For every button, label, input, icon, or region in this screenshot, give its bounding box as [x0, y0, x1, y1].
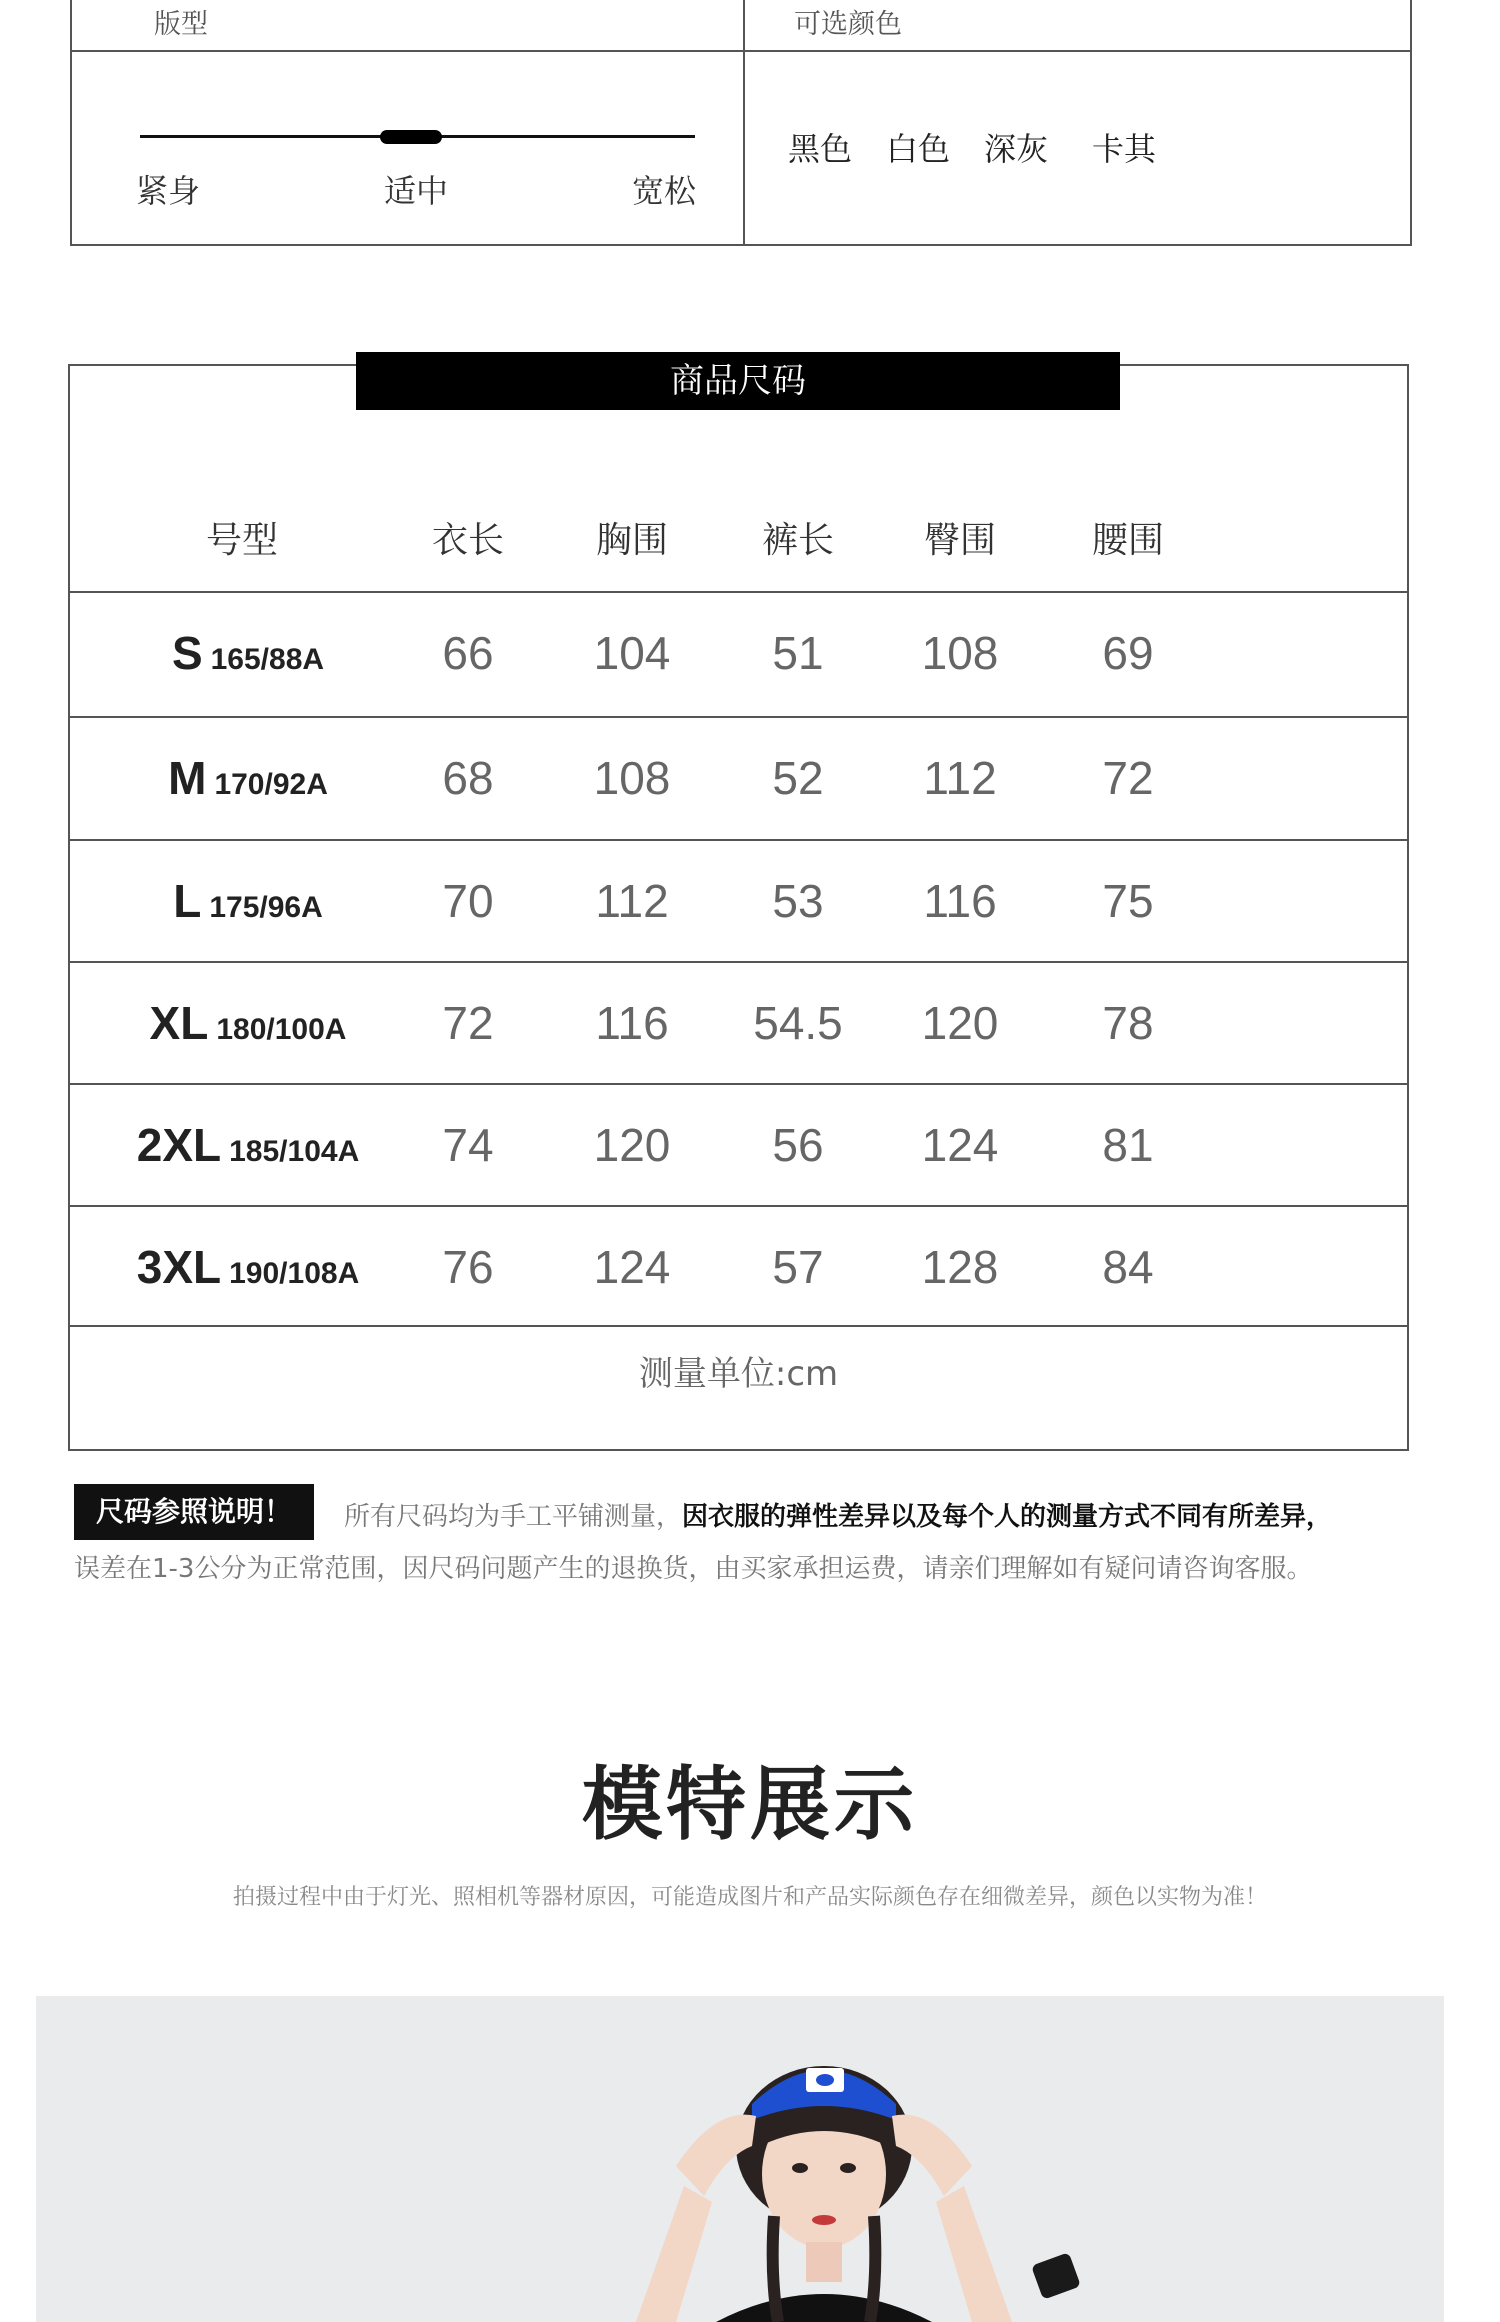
size-spec: 175/96A — [209, 891, 323, 924]
color-option-dark-gray: 深灰 — [984, 130, 1049, 168]
table-cell: 81 — [1102, 1119, 1154, 1171]
size-spec: 180/100A — [216, 1013, 347, 1046]
size-cell — [113, 963, 383, 1083]
table-cell: 69 — [1102, 627, 1154, 679]
table-divider — [70, 1325, 1407, 1327]
table-cell: 108 — [593, 752, 671, 804]
model-section-title: 模特展示 — [582, 1758, 918, 1851]
model-photo — [36, 1996, 1444, 2322]
table-cell: 78 — [1102, 997, 1154, 1049]
size-cell — [113, 718, 383, 838]
fit-color-panel — [70, 0, 1412, 246]
table-cell: 104 — [593, 627, 671, 679]
table-cell: 76 — [442, 1241, 494, 1293]
size-table-banner: 商品尺码 — [356, 352, 1120, 410]
size-label: XL — [149, 997, 209, 1049]
table-cell: 128 — [921, 1241, 999, 1293]
table-cell: 57 — [772, 1241, 824, 1293]
model-section-subtitle: 拍摄过程中由于灯光、照相机等器材原因，可能造成图片和产品实际颜色存在细微差异，颜色以实物为准！ — [232, 1885, 1267, 1910]
table-cell: 72 — [442, 997, 494, 1049]
table-row — [70, 1085, 1407, 1205]
table-cell: 52 — [772, 752, 824, 804]
size-cell — [113, 1207, 383, 1327]
col-header-size: 号型 — [205, 520, 278, 561]
size-spec: 165/88A — [210, 643, 325, 676]
table-cell: 124 — [593, 1241, 671, 1293]
color-option-white: 白色 — [886, 130, 951, 168]
size-note-emphasis: 因衣服的弹性差异以及每个人的测量方式不同有所差异， — [682, 1502, 1333, 1532]
table-cell: 72 — [1102, 752, 1154, 804]
col-header-chest: 胸围 — [595, 520, 668, 561]
size-label: M — [168, 752, 207, 804]
table-row — [70, 718, 1407, 838]
fit-heading: 版型 — [154, 9, 208, 40]
size-spec: 185/104A — [229, 1135, 360, 1168]
size-cell — [113, 593, 383, 713]
col-header-hip: 臀围 — [923, 520, 996, 561]
table-cell: 75 — [1102, 875, 1154, 927]
table-row — [70, 593, 1407, 713]
model-photo-illustration — [36, 1996, 1444, 2322]
size-cell — [113, 841, 383, 961]
size-label: L — [173, 875, 202, 927]
size-label: 3XL — [136, 1241, 222, 1293]
table-cell: 66 — [442, 627, 494, 679]
fit-label-loose: 宽松 — [632, 172, 697, 210]
table-cell: 112 — [595, 875, 669, 927]
table-cell: 120 — [593, 1119, 671, 1171]
size-spec: 170/92A — [214, 768, 328, 801]
panel-divider-horizontal — [72, 50, 1410, 52]
size-note-line-2: 误差在1-3公分为正常范围，因尺码问题产生的退换货，由买家承担运费，请亲们理解如有疑问请咨询客服。 — [74, 1554, 1313, 1584]
table-cell: 108 — [921, 627, 999, 679]
table-cell: 53 — [772, 875, 824, 927]
table-cell: 116 — [595, 997, 669, 1049]
color-option-khaki: 卡其 — [1092, 130, 1157, 168]
table-cell: 74 — [442, 1119, 494, 1171]
size-note-line-1 — [344, 1496, 1332, 1533]
size-label: 2XL — [136, 1119, 222, 1171]
table-cell: 84 — [1102, 1241, 1154, 1293]
table-cell: 120 — [921, 997, 999, 1049]
fit-scale-marker — [380, 130, 442, 144]
size-note-badge: 尺码参照说明！ — [74, 1484, 314, 1540]
table-row — [70, 1207, 1407, 1327]
table-cell: 116 — [923, 875, 997, 927]
table-row — [70, 963, 1407, 1083]
color-heading: 可选颜色 — [794, 9, 902, 40]
panel-divider-vertical — [743, 0, 745, 244]
size-cell — [113, 1085, 383, 1205]
fit-label-tight: 紧身 — [136, 172, 201, 210]
table-cell: 124 — [921, 1119, 999, 1171]
table-cell: 68 — [442, 752, 494, 804]
size-note-normal: 所有尺码均为手工平铺测量， — [344, 1502, 683, 1532]
table-row — [70, 841, 1407, 961]
table-cell: 70 — [442, 875, 494, 927]
fit-label-medium: 适中 — [384, 172, 449, 210]
table-cell: 112 — [923, 752, 997, 804]
col-header-length: 衣长 — [431, 520, 504, 561]
measure-unit-note: 测量单位:cm — [638, 1354, 839, 1394]
color-option-black: 黑色 — [788, 130, 853, 168]
size-spec: 190/108A — [229, 1257, 360, 1290]
table-cell: 51 — [772, 627, 824, 679]
table-cell: 54.5 — [753, 997, 843, 1049]
size-label: S — [171, 627, 203, 679]
col-header-pants-length: 裤长 — [761, 520, 834, 561]
col-header-waist: 腰围 — [1091, 520, 1164, 561]
table-cell: 56 — [772, 1119, 824, 1171]
